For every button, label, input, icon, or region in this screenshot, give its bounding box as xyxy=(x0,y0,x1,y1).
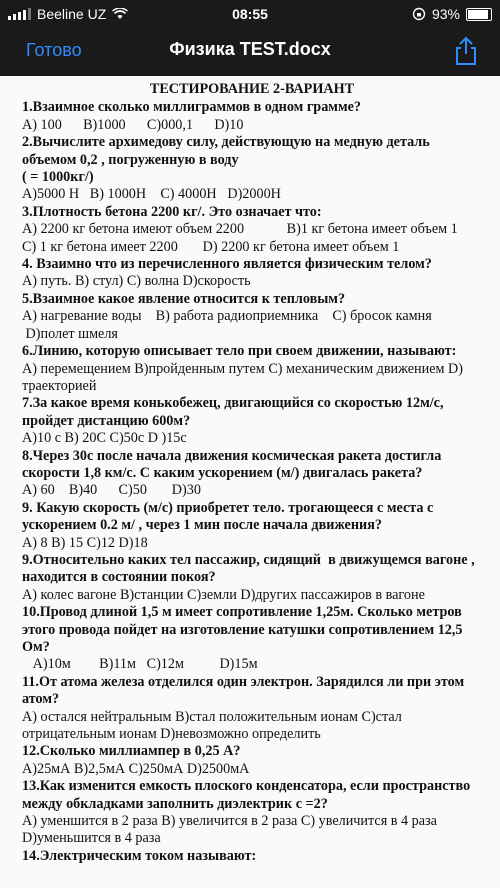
question-text: 3.Плотность бетона 2200 кг/. Это означает что: xyxy=(22,203,322,220)
document-heading: ТЕСТИРОВАНИЕ 2-ВАРИАНТ xyxy=(149,81,355,97)
answer-options: A) 60 B)40 C)50 D)30 xyxy=(22,482,201,499)
answer-options: A) колес вагоне B)станции C)земли D)других пассажиров в вагоне xyxy=(22,586,425,603)
question-text: 13.Как изменится емкость плоского конденсатора, если пространство между обкладками заполнить диэлектрик с =2? xyxy=(22,778,474,812)
orientation-lock-icon xyxy=(412,7,426,21)
answer-options: A)10м B)11м C)12м D)15м xyxy=(22,656,258,673)
question-text: 14.Электрическим током называют: xyxy=(22,847,257,864)
answer-options: A) 2200 кг бетона имеют объем 2200 B)1 кг бетона имеет объем 1 C) 1 кг бетона имеет 2200 D) 2200 кг бетона имеет объем 1 xyxy=(22,221,483,255)
status-time: 08:55 xyxy=(232,6,268,22)
document-title: Физика TEST.docx xyxy=(169,39,331,59)
answer-options: D)полет шмеля xyxy=(22,325,118,342)
battery-icon xyxy=(466,8,492,21)
question-text: 12.Сколько миллиампер в 0,25 А? xyxy=(22,743,241,760)
question-text: 8.Через 30с после начала движения космическая ракета достигла скорости 1,8 км/с. С каким ускорением (м/) двигалась ракета? xyxy=(22,447,445,481)
question-text: 2.Вычислите архимедову силу, действующую на медную деталь объемом 0,2 , погруженную в воду xyxy=(22,134,434,168)
answer-options: A) уменшится в 2 раза B) увеличится в 2 раза C) увеличится в 4 раза D)уменьшится в 4 раза xyxy=(22,813,441,847)
question-text: 6.Линию, которую описывает тело при своем движении, называют: xyxy=(22,343,457,360)
question-text: 10.Провод длиной 1,5 м имеет сопротивление 1,25м. Сколько метров этого провода пойдет на изготовление катушки сопротивлением 12,5 Ом? xyxy=(22,604,467,655)
question-text: 11.От атома железа отделился один электрон. Зарядился ли при этом атом? xyxy=(22,673,468,708)
answer-options: A) путь. B) стул) C) волна D)скорость xyxy=(22,273,251,290)
question-text: 7.За какое время конькобежец, двигающийся со скоростью 12м/с, пройдет дистанцию 600м? xyxy=(22,395,448,429)
nav-bar xyxy=(0,28,500,76)
answer-options: A)25мА B)2,5мА C)250мА D)2500мА xyxy=(22,760,250,777)
answer-options: A)10 с B) 20C C)50с D )15с xyxy=(22,430,187,447)
document-content xyxy=(0,76,500,865)
status-bar xyxy=(0,0,500,28)
question-text: ( = 1000кг/) xyxy=(22,169,94,186)
answer-options: A) 100 B)1000 C)000,1 D)10 xyxy=(22,116,244,133)
question-text: 9. Какую скорость (м/с) приобретет тело. трогающееся с места с ускорением 0.2 м/ , через 1 мин после начала движения? xyxy=(22,499,437,534)
question-text: 1.Взаимное сколько миллиграммов в одном грамме? xyxy=(22,99,362,116)
answer-options: A) остался нейтральным B)стал положительным ионам C)стал отрицательным ионам D)невозможно определить xyxy=(22,708,406,743)
answer-options: A) 8 B) 15 C)12 D)18 xyxy=(22,534,148,551)
carrier-label: Beeline UZ xyxy=(37,6,107,22)
battery-percent: 93% xyxy=(431,6,460,22)
question-text: 9.Относительно каких тел пассажир, сидящий в движущемся вагоне , находится в состоянии покоя? xyxy=(22,551,479,586)
answer-options: A) перемещением B)пройденным путем C) механическим движением D) траекторией xyxy=(22,360,467,394)
answer-options: A)5000 H B) 1000H C) 4000H D)2000H xyxy=(22,186,281,203)
question-text: 5.Взаимное какое явление относится к тепловым? xyxy=(22,290,346,307)
share-icon[interactable] xyxy=(454,36,478,66)
status-right xyxy=(412,6,492,22)
answer-options: A) нагревание воды B) работа радиоприемника C) бросок камня xyxy=(22,308,432,325)
question-text: 4. Взаимно что из перечисленного является физическим телом? xyxy=(22,256,432,273)
done-button[interactable]: Готово xyxy=(26,40,82,60)
document-view[interactable] xyxy=(0,76,500,888)
